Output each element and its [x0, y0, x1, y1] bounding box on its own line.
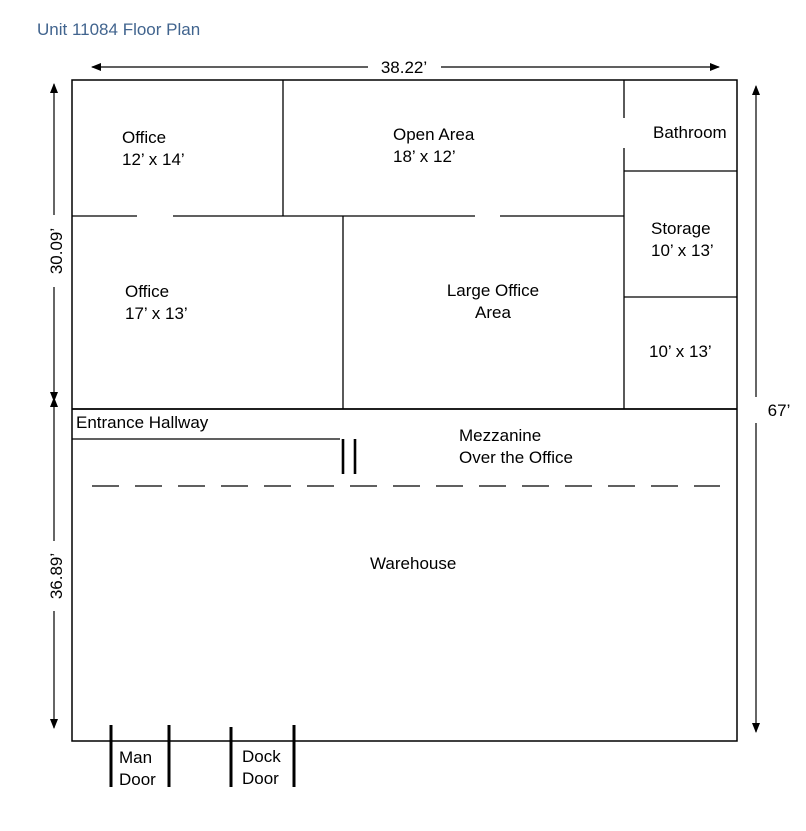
open-area-size: 18’ x 12’	[393, 147, 456, 166]
plan-title: Unit 11084 Floor Plan	[37, 20, 201, 39]
mezzanine-line1: Mezzanine	[459, 426, 542, 445]
office-1-size: 12’ x 14’	[122, 150, 185, 169]
warehouse-name: Warehouse	[370, 554, 457, 573]
office-2-name: Office	[125, 282, 170, 301]
storage-size: 10’ x 13’	[651, 241, 714, 260]
office-2-size: 17’ x 13’	[125, 304, 188, 323]
warehouse-depth-label: 36.89’	[47, 552, 66, 600]
entrance-hallway-name: Entrance Hallway	[76, 413, 209, 432]
storage-name: Storage	[651, 219, 711, 238]
mezzanine-line2: Over the Office	[459, 448, 574, 467]
outer-wall	[72, 80, 737, 741]
office-depth-label: 30.09’	[47, 227, 66, 275]
large-office-line1: Large Office	[446, 281, 540, 300]
man-door-line1: Man	[119, 748, 153, 767]
bathroom-name: Bathroom	[653, 123, 727, 142]
office-1-name: Office	[122, 128, 167, 147]
small-room-size: 10’ x 13’	[649, 342, 712, 361]
dock-door-line1: Dock	[242, 747, 281, 766]
large-office-line2: Area	[475, 303, 511, 322]
open-area-name: Open Area	[393, 125, 475, 144]
total-depth-label: 67’	[767, 401, 791, 420]
dock-door-line2: Door	[242, 769, 279, 788]
width-dimension-label: 38.22’	[380, 58, 428, 77]
man-door-line2: Door	[119, 770, 156, 789]
